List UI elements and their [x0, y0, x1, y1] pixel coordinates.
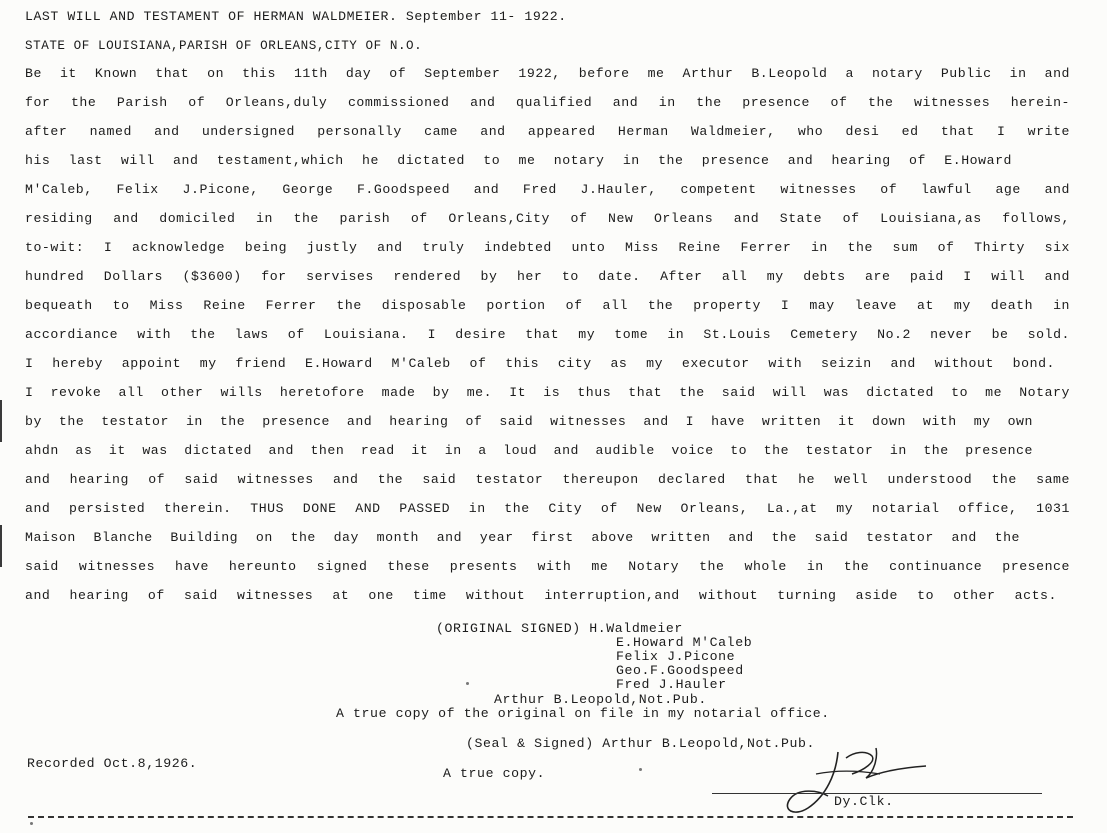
- body-line: by the testator in the presence and hearing of said witnesses and I have written it down with my own: [25, 414, 1033, 429]
- body-line: I revoke all other wills heretofore made by me. It is thus that the said will was dictated to me Notary: [25, 385, 1070, 400]
- witness-signature: Geo.F.Goodspeed: [616, 663, 744, 678]
- seal-signed-line: (Seal & Signed) Arthur B.Leopold,Not.Pub.: [466, 736, 816, 751]
- speck: [466, 682, 469, 685]
- recorded-date: Recorded Oct.8,1926.: [27, 756, 198, 771]
- body-line: and hearing of said witnesses at one time without interruption,and without turning aside to other acts.: [25, 588, 1057, 603]
- body-line: and persisted therein. THUS DONE AND PASSED in the City of New Orleans, La.,at my notarial office, 1031: [25, 501, 1070, 516]
- body-line: and hearing of said witnesses and the said testator thereupon declared that he well understood the same: [25, 472, 1070, 487]
- left-margin-mark: [0, 525, 2, 567]
- body-line: bequeath to Miss Reine Ferrer the disposable portion of all the property I may leave at my death in: [25, 298, 1070, 313]
- body-line: Be it Known that on this 11th day of September 1922, before me Arthur B.Leopold a notary Public in and: [25, 66, 1070, 81]
- speck: [639, 768, 642, 771]
- jurisdiction-line: STATE OF LOUISIANA,PARISH OF ORLEANS,CITY OF N.O.: [25, 39, 423, 53]
- body-line: said witnesses have hereunto signed these presents with me Notary the whole in the continuance presence: [25, 559, 1070, 574]
- witness-signature: Felix J.Picone: [616, 649, 736, 664]
- body-line: his last will and testament,which he dictated to me notary in the presence and hearing of E.Howard: [25, 153, 1012, 168]
- true-copy-statement: A true copy of the original on file in my notarial office.: [336, 706, 830, 721]
- witness-signature: Fred J.Hauler: [616, 677, 727, 692]
- body-line: I hereby appoint my friend E.Howard M'Caleb of this city as my executor with seizin and without bond.: [25, 356, 1055, 371]
- body-line: residing and domiciled in the parish of Orleans,City of New Orleans and State of Louisiana,as follows,: [25, 211, 1070, 226]
- notary-signature: Arthur B.Leopold,Not.Pub.: [494, 692, 707, 707]
- a-true-copy-line: A true copy.: [443, 766, 546, 781]
- witness-signature: E.Howard M'Caleb: [616, 635, 753, 650]
- body-line: M'Caleb, Felix J.Picone, George F.Goodspeed and Fred J.Hauler, competent witnesses of lawful age and: [25, 182, 1070, 197]
- body-line: after named and undersigned personally came and appeared Herman Waldmeier, who desi ed that I write: [25, 124, 1070, 139]
- document-title: LAST WILL AND TESTAMENT OF HERMAN WALDMEIER. September 11- 1922.: [25, 9, 567, 24]
- body-line: Maison Blanche Building on the day month and year first above written and the said testator and the: [25, 530, 1020, 545]
- left-margin-mark: [0, 400, 2, 442]
- body-line: ahdn as it was dictated and then read it in a loud and audible voice to the testator in the presence: [25, 443, 1033, 458]
- body-line: to-wit: I acknowledge being justly and truly indebted unto Miss Reine Ferrer in the sum of Thirty six: [25, 240, 1070, 255]
- body-line: hundred Dollars ($3600) for servises rendered by her to date. After all my debts are paid I will and: [25, 269, 1070, 284]
- body-line: accordiance with the laws of Louisiana. I desire that my tome in St.Louis Cemetery No.2 never be sold.: [25, 327, 1070, 342]
- speck: [30, 822, 33, 825]
- original-signed-line: (ORIGINAL SIGNED) H.Waldmeier: [436, 621, 683, 636]
- clerk-title: Dy.Clk.: [834, 794, 894, 809]
- clerk-signature-scrawl: [776, 744, 946, 824]
- page-divider-dashed: [28, 816, 1073, 818]
- body-line: for the Parish of Orleans,duly commissioned and qualified and in the presence of the witnesses herein-: [25, 95, 1070, 110]
